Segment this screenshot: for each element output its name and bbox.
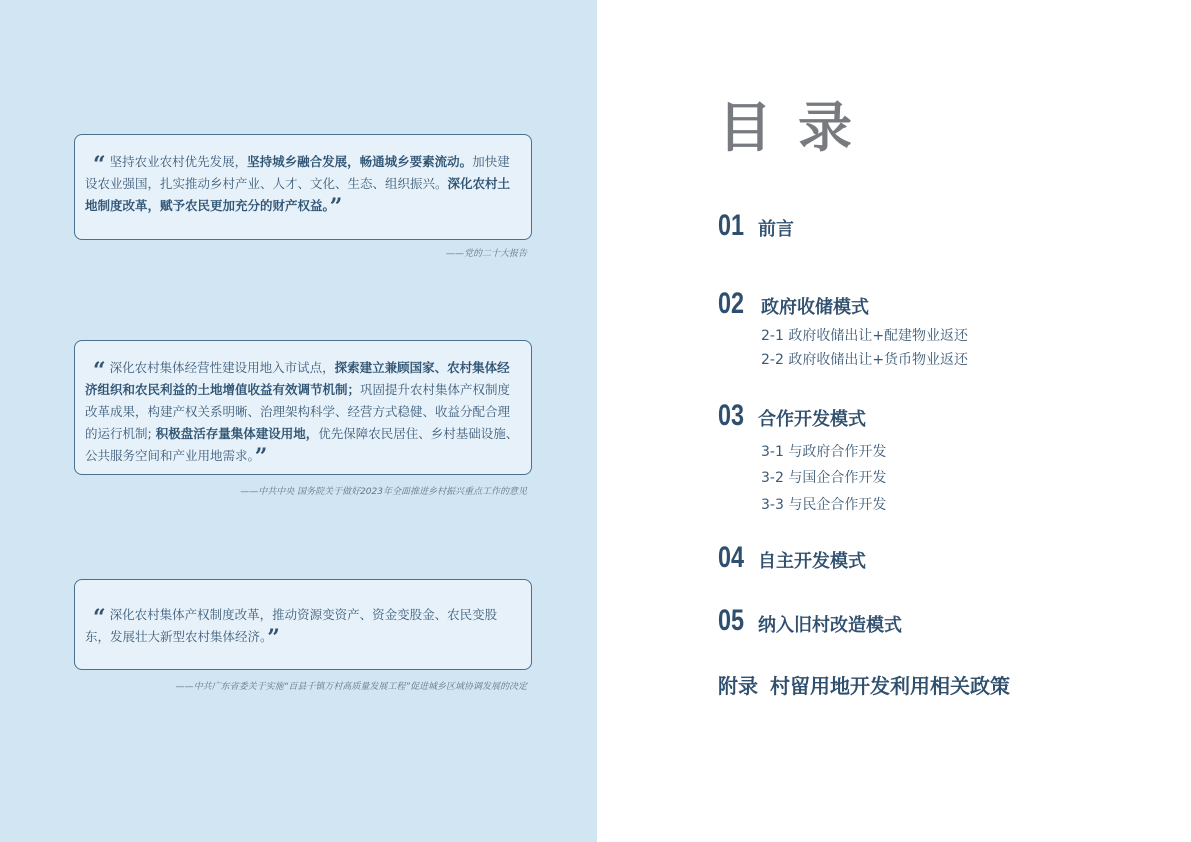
close-quote-icon: ” bbox=[254, 444, 268, 470]
quote-seg-bold: 探索建立兼顾国家、农村集体经济组织和农民利益的土地增值收益有效调节机制； bbox=[85, 360, 510, 397]
quote-seg: 加快建设农业强国，扎实推动乡村产业、人才、文化、生态、组织振兴。 bbox=[85, 154, 510, 191]
toc-num-04: 04 bbox=[718, 541, 745, 574]
toc-appendix[interactable] bbox=[718, 673, 1010, 699]
open-quote-icon: “ bbox=[93, 605, 106, 631]
appendix-label: 附录 bbox=[718, 674, 758, 698]
toc-num-02: 02 bbox=[718, 287, 745, 320]
toc-item-preface[interactable]: 前言 bbox=[758, 219, 794, 240]
quote-source-1: ——党的二十大报告 bbox=[445, 249, 527, 259]
toc-sub-2-1[interactable]: 2-1 政府收储出让+配建物业返还 bbox=[761, 328, 969, 344]
quote-source-3: ——中共广东省委关于实施“百县千镇万村高质量发展工程”促进城乡区域协调发展的决定 bbox=[175, 682, 527, 692]
toc-sub-3-3[interactable]: 3-3 与民企合作开发 bbox=[761, 497, 887, 513]
quote-seg-bold: 积极盘活存量集体建设用地， bbox=[155, 426, 319, 441]
quote-seg: 坚持农业农村优先发展， bbox=[109, 154, 248, 169]
toc-item-old-village-renovation[interactable]: 纳入旧村改造模式 bbox=[758, 615, 902, 636]
appendix-title: 村留用地开发利用相关政策 bbox=[770, 674, 1010, 698]
open-quote-icon: “ bbox=[93, 358, 106, 384]
quote-source-2: ——中共中央 国务院关于做好2023年全面推进乡村振兴重点工作的意见 bbox=[240, 487, 527, 497]
toc-item-cooperative-development[interactable]: 合作开发模式 bbox=[758, 409, 866, 430]
toc-sub-3-1[interactable]: 3-1 与政府合作开发 bbox=[761, 444, 887, 460]
quote-seg-bold: 深化农村土地制度改革，赋予农民更加充分的财产权益。 bbox=[85, 176, 511, 213]
quote-seg: 巩固提升农村集体产权制度改革成果，构建产权关系明晰、治理架构科学、经营方式稳健、收益分配合理的运行机制; bbox=[85, 382, 511, 441]
close-quote-icon: ” bbox=[329, 194, 343, 220]
toc-num-03: 03 bbox=[718, 399, 745, 432]
quote-box-3 bbox=[74, 579, 532, 670]
toc-sub-2-2[interactable]: 2-2 政府收储出让+货币物业返还 bbox=[761, 352, 969, 368]
quote-seg-bold: 坚持城乡融合发展，畅通城乡要素流动。 bbox=[247, 154, 473, 169]
quote-box-2 bbox=[74, 340, 532, 475]
toc-title: 目录 bbox=[718, 96, 878, 159]
toc-sub-3-2[interactable]: 3-2 与国企合作开发 bbox=[761, 470, 887, 486]
quote-seg: 深化农村集体经营性建设用地入市试点， bbox=[109, 360, 335, 375]
quote-seg: 优先保障农民居住、乡村基础设施、公共服务空间和产业用地需求。 bbox=[85, 426, 519, 463]
quote-box-1 bbox=[74, 134, 532, 240]
quote-seg: 深化农村集体产权制度改革，推动资源变资产、资金变股金、农民变股东，发展壮大新型农村集体经济。 bbox=[85, 607, 498, 644]
toc-num-05: 05 bbox=[718, 604, 745, 637]
open-quote-icon: “ bbox=[93, 152, 106, 178]
toc-num-01: 01 bbox=[718, 209, 745, 242]
toc-item-self-development[interactable]: 自主开发模式 bbox=[758, 551, 866, 572]
toc-item-government-reserve[interactable]: 政府收储模式 bbox=[761, 297, 869, 318]
close-quote-icon: ” bbox=[267, 625, 280, 651]
